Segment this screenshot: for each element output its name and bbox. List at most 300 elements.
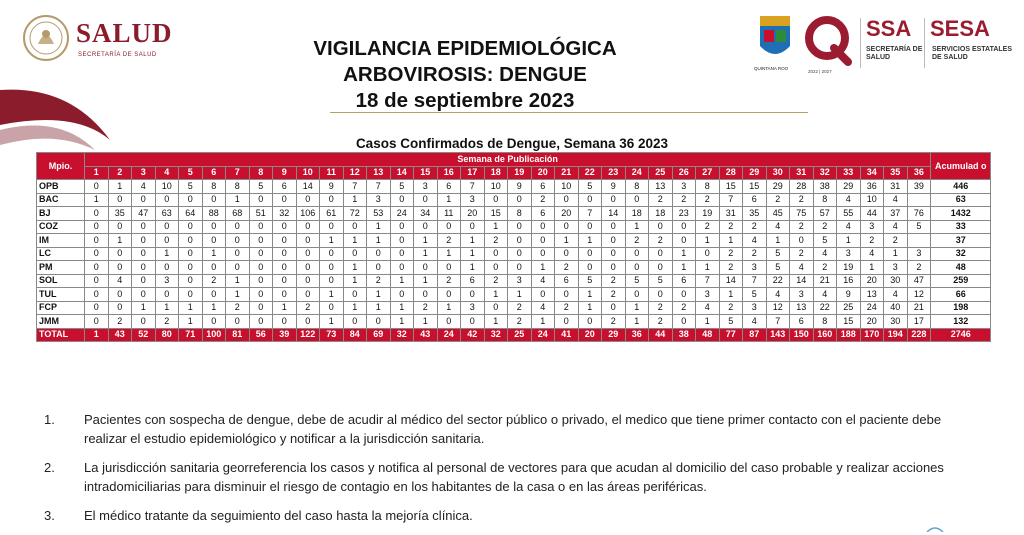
value-cell: 0: [249, 247, 273, 261]
value-cell: 2: [719, 301, 743, 315]
value-cell: 6: [672, 274, 696, 288]
value-cell: 0: [132, 247, 156, 261]
value-cell: 6: [531, 207, 555, 221]
value-cell: 2: [672, 301, 696, 315]
value-cell: 1: [719, 288, 743, 302]
acumulado-cell: 37: [931, 234, 991, 248]
value-cell: 2: [555, 301, 579, 315]
value-cell: 18: [625, 207, 649, 221]
value-cell: 4: [531, 274, 555, 288]
value-cell: 2: [649, 301, 673, 315]
value-cell: 9: [837, 288, 861, 302]
value-cell: 0: [437, 288, 461, 302]
week-header: 1: [85, 166, 109, 180]
value-cell: 1: [555, 234, 579, 248]
value-cell: 11: [437, 207, 461, 221]
total-value-cell: 73: [320, 328, 344, 342]
quintana-roo-q-logo-icon: [802, 14, 854, 66]
value-cell: 19: [696, 207, 720, 221]
value-cell: 34: [414, 207, 438, 221]
value-cell: 0: [320, 220, 344, 234]
value-cell: 0: [85, 220, 109, 234]
value-cell: 2: [437, 234, 461, 248]
value-cell: 1: [390, 301, 414, 315]
table-row: [37, 193, 991, 207]
value-cell: 2: [508, 301, 532, 315]
value-cell: 0: [132, 315, 156, 329]
value-cell: 1: [108, 180, 132, 194]
sesa-logo-text: SESA: [930, 16, 990, 41]
value-cell: 1: [202, 247, 226, 261]
value-cell: 7: [719, 193, 743, 207]
value-cell: 0: [273, 193, 297, 207]
week-header: 35: [884, 166, 908, 180]
value-cell: 5: [743, 288, 767, 302]
value-cell: 0: [320, 261, 344, 275]
quintana-roo-shield-icon: [758, 14, 792, 64]
table-caption: Casos Confirmados de Dengue, Semana 36 2023: [355, 136, 669, 151]
value-cell: 0: [202, 234, 226, 248]
value-cell: 6: [531, 180, 555, 194]
value-cell: 1: [696, 315, 720, 329]
value-cell: 0: [155, 288, 179, 302]
value-cell: 1: [837, 234, 861, 248]
value-cell: 10: [155, 180, 179, 194]
value-cell: 75: [790, 207, 814, 221]
value-cell: 0: [367, 315, 391, 329]
value-cell: 4: [884, 288, 908, 302]
value-cell: 13: [649, 180, 673, 194]
value-cell: 0: [85, 288, 109, 302]
week-header: 23: [602, 166, 626, 180]
value-cell: 0: [461, 288, 485, 302]
value-cell: 57: [813, 207, 837, 221]
value-cell: [907, 234, 931, 248]
value-cell: 9: [508, 180, 532, 194]
total-value-cell: 20: [578, 328, 602, 342]
total-value-cell: 69: [367, 328, 391, 342]
value-cell: 68: [226, 207, 250, 221]
week-header: 31: [790, 166, 814, 180]
value-cell: 0: [390, 193, 414, 207]
value-cell: 0: [155, 220, 179, 234]
total-value-cell: 29: [602, 328, 626, 342]
value-cell: 31: [884, 180, 908, 194]
value-cell: 0: [555, 220, 579, 234]
value-cell: 20: [461, 207, 485, 221]
value-cell: 0: [85, 180, 109, 194]
mexico-seal-icon: [22, 14, 70, 62]
week-header: 16: [437, 166, 461, 180]
value-cell: 16: [837, 274, 861, 288]
table-row: [37, 274, 991, 288]
table-row: [37, 207, 991, 221]
salud-logo-subtitle: SECRETARÍA DE SALUD: [78, 52, 157, 58]
value-cell: 0: [531, 234, 555, 248]
value-cell: 0: [367, 261, 391, 275]
value-cell: 4: [813, 288, 837, 302]
value-cell: 0: [273, 247, 297, 261]
week-header: 33: [837, 166, 861, 180]
value-cell: 4: [696, 301, 720, 315]
value-cell: 1: [343, 234, 367, 248]
value-cell: 10: [555, 180, 579, 194]
municipality-cell: PM: [37, 261, 85, 275]
value-cell: 1: [578, 301, 602, 315]
value-cell: 0: [132, 234, 156, 248]
value-cell: 0: [672, 288, 696, 302]
municipality-cell: TUL: [37, 288, 85, 302]
week-header: 26: [672, 166, 696, 180]
value-cell: 14: [790, 274, 814, 288]
value-cell: 0: [249, 301, 273, 315]
value-cell: 1: [531, 261, 555, 275]
value-cell: 2: [602, 315, 626, 329]
value-cell: 3: [414, 180, 438, 194]
week-header: 13: [367, 166, 391, 180]
value-cell: 2: [790, 193, 814, 207]
value-cell: 0: [484, 247, 508, 261]
value-cell: 2: [602, 288, 626, 302]
value-cell: 35: [108, 207, 132, 221]
value-cell: 0: [602, 193, 626, 207]
value-cell: 0: [132, 193, 156, 207]
week-header: 12: [343, 166, 367, 180]
value-cell: 0: [226, 247, 250, 261]
value-cell: 0: [202, 288, 226, 302]
value-cell: 2: [602, 274, 626, 288]
value-cell: 0: [226, 315, 250, 329]
value-cell: 23: [672, 207, 696, 221]
total-value-cell: 84: [343, 328, 367, 342]
value-cell: 0: [179, 288, 203, 302]
week-header: 2: [108, 166, 132, 180]
title-line-2: ARBOVIROSIS: DENGUE: [343, 63, 587, 86]
value-cell: 1: [367, 301, 391, 315]
value-cell: 0: [320, 247, 344, 261]
value-cell: 1: [414, 315, 438, 329]
week-header: 5: [179, 166, 203, 180]
value-cell: 12: [907, 288, 931, 302]
value-cell: 5: [649, 274, 673, 288]
logo-separator: [924, 18, 925, 68]
week-header: 7: [226, 166, 250, 180]
value-cell: 3: [508, 274, 532, 288]
value-cell: 13: [860, 288, 884, 302]
list-item-text: La jurisdicción sanitaria georreferencia los casos y notifica al personal de vectores para que acudan al domicilio del caso probable y realizar acciones intradomiciliarias para disminuir el riesgo de contagio en los habitantes de la casa o en las áreas periféricas.: [84, 460, 944, 494]
value-cell: 2: [719, 261, 743, 275]
value-cell: 2: [414, 301, 438, 315]
value-cell: 0: [437, 315, 461, 329]
value-cell: 0: [625, 261, 649, 275]
total-value-cell: 43: [414, 328, 438, 342]
value-cell: 6: [461, 274, 485, 288]
value-cell: 14: [719, 274, 743, 288]
value-cell: 0: [531, 247, 555, 261]
sesa-logo-subtitle: SERVICIOS ESTATALES DE SALUD: [932, 46, 1012, 61]
semana-header: Semana de Publicación: [85, 153, 931, 167]
week-header: 22: [578, 166, 602, 180]
municipality-cell: OPB: [37, 180, 85, 194]
value-cell: 2: [155, 315, 179, 329]
value-cell: 0: [85, 274, 109, 288]
value-cell: 0: [226, 234, 250, 248]
value-cell: 3: [837, 247, 861, 261]
value-cell: 2: [296, 301, 320, 315]
mpio-header: Mpio.: [37, 153, 85, 180]
value-cell: 5: [625, 274, 649, 288]
value-cell: 1: [202, 301, 226, 315]
value-cell: 1: [625, 301, 649, 315]
value-cell: 2: [672, 193, 696, 207]
value-cell: 8: [226, 180, 250, 194]
value-cell: 5: [179, 180, 203, 194]
acumulado-header: Acumulad o: [931, 153, 991, 180]
total-value-cell: 160: [813, 328, 837, 342]
municipality-cell: LC: [37, 247, 85, 261]
week-header: 10: [296, 166, 320, 180]
value-cell: 2: [555, 261, 579, 275]
value-cell: 0: [343, 315, 367, 329]
acumulado-cell: 132: [931, 315, 991, 329]
value-cell: 5: [390, 180, 414, 194]
value-cell: 3: [155, 274, 179, 288]
value-cell: 6: [555, 274, 579, 288]
value-cell: 1: [437, 193, 461, 207]
value-cell: 0: [249, 274, 273, 288]
value-cell: 44: [860, 207, 884, 221]
total-value-cell: 32: [484, 328, 508, 342]
list-item: [44, 506, 984, 525]
value-cell: 8: [202, 180, 226, 194]
value-cell: 0: [320, 193, 344, 207]
document-title: [240, 36, 690, 114]
acumulado-cell: 33: [931, 220, 991, 234]
value-cell: 0: [602, 261, 626, 275]
value-cell: 0: [108, 220, 132, 234]
value-cell: 1: [343, 261, 367, 275]
value-cell: 0: [179, 193, 203, 207]
value-cell: 0: [296, 274, 320, 288]
total-value-cell: 48: [696, 328, 720, 342]
value-cell: 21: [907, 301, 931, 315]
value-cell: 1: [578, 288, 602, 302]
value-cell: 7: [743, 274, 767, 288]
value-cell: 1: [719, 234, 743, 248]
value-cell: 51: [249, 207, 273, 221]
value-cell: 2: [719, 220, 743, 234]
municipality-cell: BAC: [37, 193, 85, 207]
value-cell: 2: [813, 220, 837, 234]
value-cell: 0: [249, 193, 273, 207]
list-item-text: Pacientes con sospecha de dengue, debe de acudir al médico del sector público o privado, el medico que tiene primer contacto con el paciente debe realizar el estudio epidemiológico y notificar a la jurisdicción sanitaria.: [84, 412, 942, 446]
week-header: 9: [273, 166, 297, 180]
total-value-cell: 188: [837, 328, 861, 342]
total-value-cell: 71: [179, 328, 203, 342]
value-cell: 5: [766, 261, 790, 275]
government-period: 2022 | 2027: [808, 69, 832, 74]
value-cell: 1: [390, 274, 414, 288]
value-cell: 2: [884, 234, 908, 248]
value-cell: 0: [249, 234, 273, 248]
value-cell: 3: [790, 288, 814, 302]
value-cell: 0: [273, 234, 297, 248]
value-cell: 30: [884, 274, 908, 288]
value-cell: 0: [390, 234, 414, 248]
week-header: 36: [907, 166, 931, 180]
value-cell: 0: [602, 301, 626, 315]
total-value-cell: 1: [85, 328, 109, 342]
value-cell: 0: [414, 288, 438, 302]
value-cell: 1: [437, 301, 461, 315]
value-cell: 0: [343, 247, 367, 261]
value-cell: 24: [390, 207, 414, 221]
value-cell: 32: [273, 207, 297, 221]
value-cell: 63: [155, 207, 179, 221]
total-value-cell: 150: [790, 328, 814, 342]
value-cell: 15: [484, 207, 508, 221]
value-cell: 0: [296, 193, 320, 207]
value-cell: 5: [578, 274, 602, 288]
value-cell: 6: [273, 180, 297, 194]
value-cell: 5: [766, 247, 790, 261]
value-cell: 20: [860, 274, 884, 288]
value-cell: 1: [578, 234, 602, 248]
value-cell: 5: [907, 220, 931, 234]
value-cell: 0: [508, 234, 532, 248]
value-cell: 14: [296, 180, 320, 194]
value-cell: 0: [202, 220, 226, 234]
value-cell: 0: [414, 193, 438, 207]
total-acumulado-cell: 2746: [931, 328, 991, 342]
value-cell: 5: [578, 180, 602, 194]
week-header: 15: [414, 166, 438, 180]
table-row: [37, 180, 991, 194]
value-cell: 2: [766, 193, 790, 207]
value-cell: 0: [437, 220, 461, 234]
value-cell: 0: [179, 220, 203, 234]
value-cell: 4: [860, 247, 884, 261]
value-cell: 1: [273, 301, 297, 315]
value-cell: 0: [132, 220, 156, 234]
value-cell: 5: [719, 315, 743, 329]
value-cell: 1: [85, 193, 109, 207]
total-value-cell: 24: [531, 328, 555, 342]
week-header: 11: [320, 166, 344, 180]
value-cell: 0: [649, 288, 673, 302]
municipality-cell: IM: [37, 234, 85, 248]
value-cell: 17: [907, 315, 931, 329]
value-cell: 13: [790, 301, 814, 315]
logo-separator: [860, 18, 861, 68]
value-cell: 37: [884, 207, 908, 221]
value-cell: 2: [907, 261, 931, 275]
value-cell: 0: [320, 301, 344, 315]
value-cell: 0: [625, 193, 649, 207]
value-cell: 0: [390, 288, 414, 302]
week-header: 8: [249, 166, 273, 180]
value-cell: 0: [625, 247, 649, 261]
value-cell: 1: [884, 247, 908, 261]
value-cell: 0: [484, 301, 508, 315]
value-cell: 0: [461, 315, 485, 329]
week-header: 17: [461, 166, 485, 180]
value-cell: 0: [273, 261, 297, 275]
acumulado-cell: 66: [931, 288, 991, 302]
salud-logo-text: SALUD: [76, 18, 173, 48]
value-cell: 1: [414, 247, 438, 261]
value-cell: 2: [484, 234, 508, 248]
value-cell: 0: [249, 288, 273, 302]
value-cell: 24: [860, 301, 884, 315]
value-cell: 47: [132, 207, 156, 221]
value-cell: [907, 193, 931, 207]
total-value-cell: 43: [108, 328, 132, 342]
value-cell: 0: [578, 220, 602, 234]
value-cell: 0: [108, 301, 132, 315]
value-cell: 0: [602, 220, 626, 234]
value-cell: 2: [367, 274, 391, 288]
value-cell: 29: [766, 180, 790, 194]
value-cell: 1: [484, 315, 508, 329]
value-cell: 6: [790, 315, 814, 329]
institution-logos: [752, 14, 1017, 74]
value-cell: 0: [132, 274, 156, 288]
week-header: 20: [531, 166, 555, 180]
value-cell: 1: [343, 193, 367, 207]
value-cell: 0: [390, 220, 414, 234]
value-cell: 0: [602, 234, 626, 248]
value-cell: 4: [837, 220, 861, 234]
value-cell: 7: [343, 180, 367, 194]
value-cell: 0: [249, 261, 273, 275]
value-cell: 1: [696, 261, 720, 275]
value-cell: 35: [743, 207, 767, 221]
table-row: [37, 315, 991, 329]
value-cell: 0: [226, 220, 250, 234]
ssa-logo-text: SSA: [866, 16, 912, 41]
week-header: 28: [719, 166, 743, 180]
value-cell: 0: [296, 261, 320, 275]
value-cell: 1: [226, 274, 250, 288]
total-value-cell: 52: [132, 328, 156, 342]
list-item-number: 2.: [44, 460, 55, 475]
total-value-cell: 32: [390, 328, 414, 342]
value-cell: 5: [249, 180, 273, 194]
value-cell: 2: [484, 274, 508, 288]
value-cell: 2: [790, 220, 814, 234]
total-value-cell: 87: [743, 328, 767, 342]
value-cell: 0: [484, 193, 508, 207]
value-cell: 10: [860, 193, 884, 207]
value-cell: 0: [555, 193, 579, 207]
value-cell: 4: [766, 220, 790, 234]
value-cell: 0: [508, 193, 532, 207]
total-label: TOTAL: [37, 328, 85, 342]
week-header: 30: [766, 166, 790, 180]
value-cell: 0: [273, 315, 297, 329]
value-cell: 22: [813, 301, 837, 315]
value-cell: 61: [320, 207, 344, 221]
value-cell: 0: [202, 193, 226, 207]
value-cell: 0: [273, 288, 297, 302]
value-cell: 2: [108, 315, 132, 329]
value-cell: 10: [484, 180, 508, 194]
week-header: 6: [202, 166, 226, 180]
value-cell: 76: [907, 207, 931, 221]
value-cell: 8: [813, 193, 837, 207]
value-cell: 6: [437, 180, 461, 194]
